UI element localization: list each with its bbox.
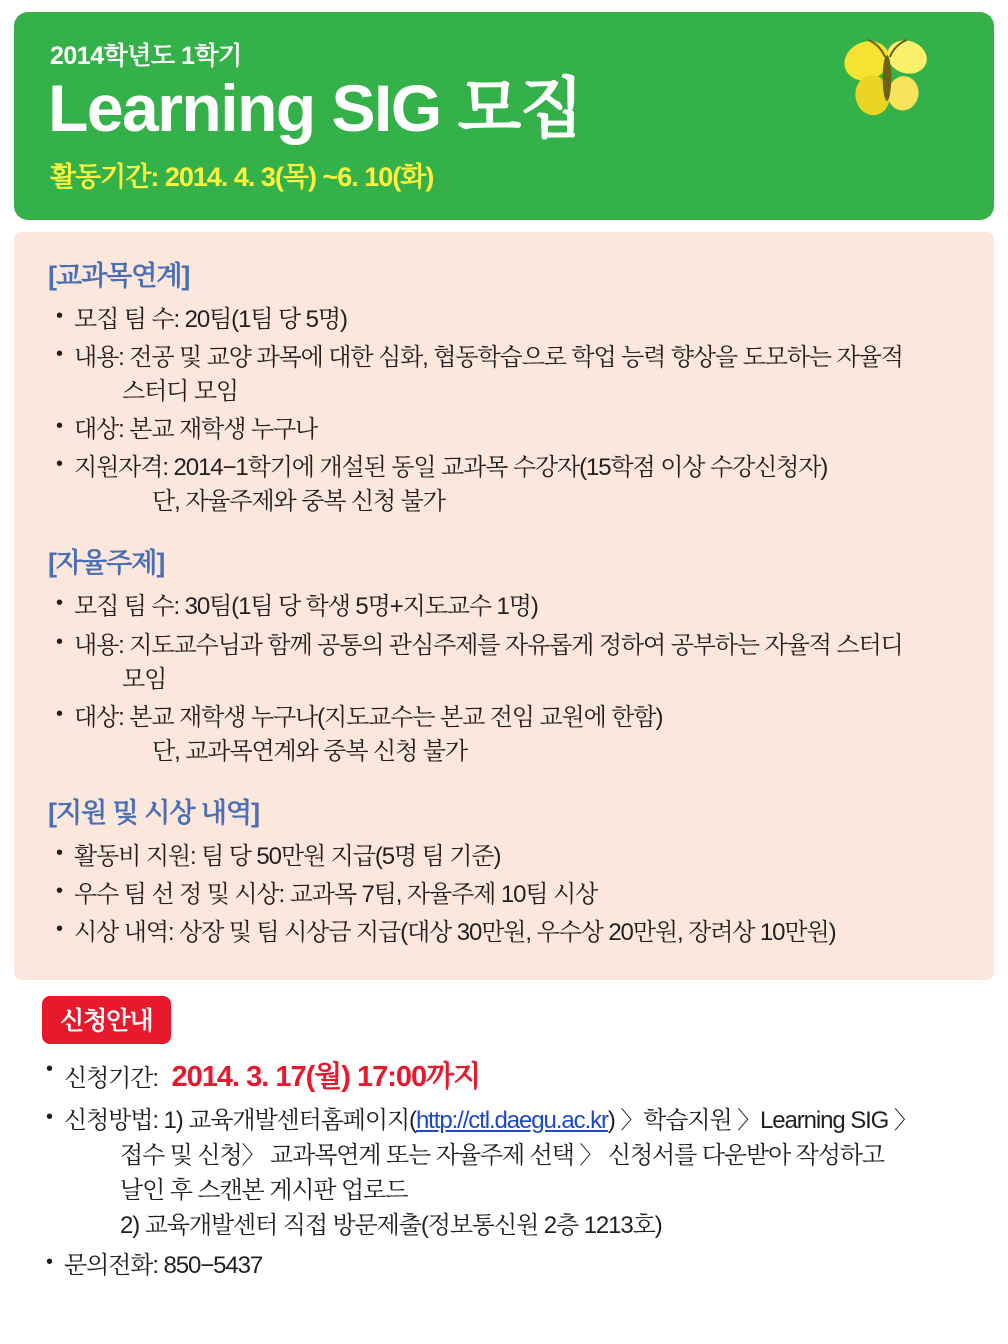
list-item — [54, 341, 968, 409]
list-item-text: 모집 팀 수: 30팀(1팀 당 학생 5명+지도교수 1명) — [74, 593, 538, 621]
list-item — [54, 451, 968, 519]
list-item — [54, 878, 968, 912]
list-item-text: 시상 내역: 상장 및 팀 시상금 지급(대상 30만원, 우수상 20만원, 장려상 10만원) — [74, 919, 836, 947]
list-item-continuation: 스터디 모임 — [122, 378, 238, 406]
list-item-text: 지원자격: 2014−1학기에 개설된 동일 교과목 수강자(15학점 이상 수강신청자) — [74, 454, 828, 482]
ctl-homepage-link[interactable]: http://ctl.daegu.ac.kr — [415, 1107, 608, 1135]
list-item-text: 내용: 전공 및 교양 과목에 대한 심화, 협동학습으로 학업 능력 향상을 도모하는 자율적 — [74, 344, 903, 372]
apply-period-row — [44, 1056, 988, 1098]
apply-section — [14, 996, 994, 1290]
section-heading-free-topic: [자율주제] — [48, 548, 165, 579]
section-list-curriculum — [54, 303, 968, 519]
apply-method-row — [44, 1104, 988, 1243]
apply-method-line3: 날인 후 스캔본 게시판 업로드 — [120, 1176, 408, 1204]
section-heading-curriculum: [교과목연계] — [48, 261, 190, 291]
apply-method-line1-pre: 1) 교육개발센터홈페이지( — [163, 1107, 416, 1135]
list-item — [54, 303, 968, 337]
apply-list — [44, 1056, 988, 1284]
list-item-continuation: 단, 교과목연계와 중복 신청 불가 — [152, 737, 467, 765]
list-item — [54, 840, 968, 874]
list-item — [54, 916, 968, 950]
list-item-continuation: 단, 자율주제와 중복 신청 불가 — [152, 488, 445, 516]
contact-phone-number: 850−5437 — [163, 1252, 263, 1280]
apply-deadline: 2014. 3. 17(월) 17:00까지 — [171, 1061, 481, 1094]
list-item-text: 대상: 본교 재학생 누구나(지도교수는 본교 전임 교원에 한함) — [74, 703, 663, 731]
section-list-support-award — [54, 840, 968, 950]
list-item — [54, 701, 968, 769]
content-panel — [14, 232, 994, 980]
poster-header — [14, 12, 994, 220]
list-item-text: 대상: 본교 재학생 누구나 — [74, 416, 318, 444]
list-item-text: 내용: 지도교수님과 함께 공통의 관심주제를 자유롭게 정하여 공부하는 자율적 스터디 — [74, 631, 903, 659]
contact-phone-row — [44, 1249, 988, 1284]
list-item-continuation: 모임 — [122, 665, 167, 693]
contact-phone-label: 문의전화: — [64, 1252, 158, 1280]
list-item — [54, 629, 968, 697]
list-item-text: 모집 팀 수: 20팀(1팀 당 5명) — [74, 306, 347, 333]
section-heading-support-award: [지원 및 시상 내역] — [48, 797, 260, 828]
butterfly-icon — [838, 36, 934, 122]
list-item-text: 우수 팀 선 정 및 시상: 교과목 7팀, 자율주제 10팀 시상 — [74, 880, 598, 908]
apply-method-label: 신청방법: — [64, 1107, 158, 1135]
page-title: Learning SIG 모집 — [48, 71, 583, 145]
list-item — [54, 590, 968, 624]
list-item-text: 활동비 지원: 팀 당 50만원 지급(5명 팀 기준) — [74, 842, 501, 870]
status-badge: 신청안내 — [42, 996, 171, 1044]
section-list-free-topic — [54, 590, 968, 768]
list-item — [54, 413, 968, 447]
semester-label: 2014학년도 1학기 — [50, 42, 242, 70]
apply-method-line1-post: ) 〉학습지원 〉Learning SIG 〉 — [607, 1107, 917, 1135]
activity-period: 활동기간: 2014. 4. 3(목) ~6. 10(화) — [50, 162, 434, 193]
apply-method-line4: 2) 교육개발센터 직접 방문제출(정보통신원 2층 1213호) — [120, 1211, 662, 1239]
apply-period-label: 신청기간: — [64, 1065, 158, 1093]
apply-method-line2: 접수 및 신청〉 교과목연계 또는 자율주제 선택 〉 신청서를 다운받아 작성하고 — [120, 1141, 884, 1169]
